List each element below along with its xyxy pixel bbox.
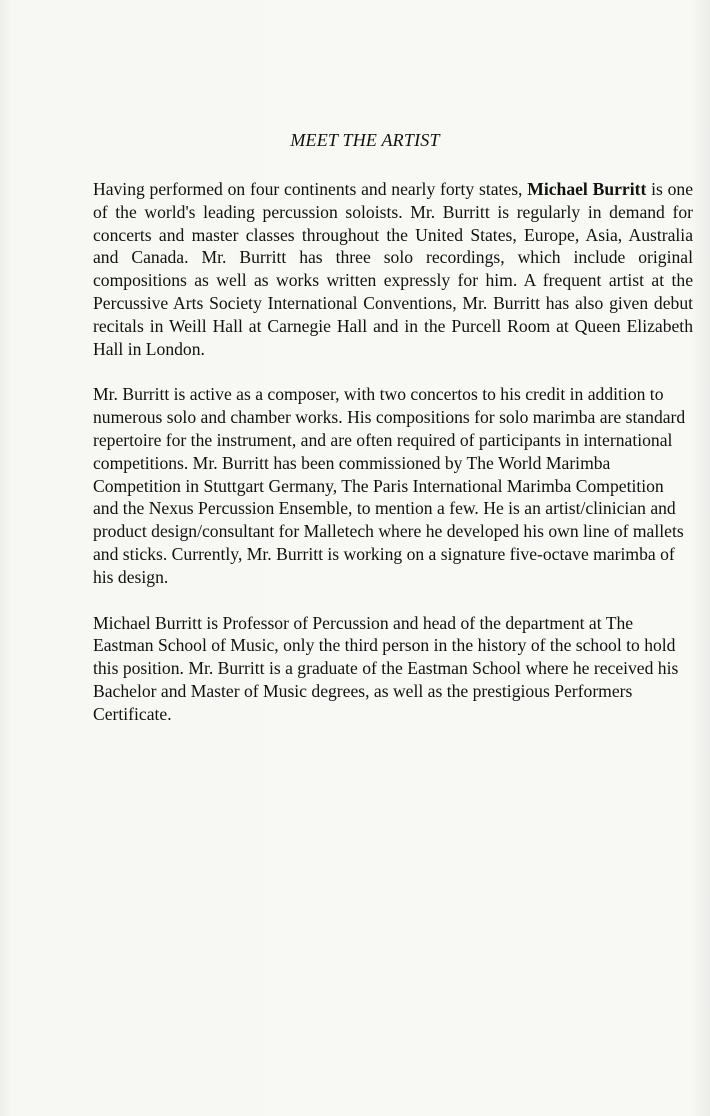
artist-bio — [93, 178, 693, 749]
bio-paragraph-2: Mr. Burritt is active as a composer, with two concertos to his credit in addition to numerous solo and chamber works. His compositions for solo marimba are standard repertoire for the instrument, and are often required of participants in international competitions. Mr. Burritt has been commissioned by The World Marimba Competition in Stuttgart Germany, The Paris International Marimba Competition and the Nexus Percussion Ensemble, to mention a few. He is an artist/clinician and product design/consultant for Malletech where he developed his own line of mallets and sticks. Currently, Mr. Burritt is working on a signature five-octave marimba of his design. — [93, 384, 686, 587]
artist-name: Michael Burritt — [527, 179, 647, 199]
page-title: MEET THE ARTIST — [290, 130, 440, 150]
bio-paragraph-1-rest: is one of the world's leading percussion soloists. Mr. Burritt is regularly in demand for concerts and master classes throughout the United States, Europe, Asia, Australia and Canada. Mr. Burritt has three solo recordings, which include original compositions as well as works written expressly for him. A frequent artist at the Percussive Arts Society International Conventions, Mr. Burritt has also given debut recitals in Weill Hall at Carnegie Hall and in the Purcell Room at Queen Elizabeth Hall in London. — [93, 179, 693, 359]
bio-paragraph-3: Michael Burritt is Professor of Percussion and head of the department at The Eastman School of Music, only the third person in the history of the school to hold this position. Mr. Burritt is a graduate of the Eastman School where he received his Bachelor and Master of Music degrees, as well as the prestigious Performers Certificate. — [93, 612, 679, 724]
bio-paragraph-1-lead: Having performed on four continents and nearly forty states, — [93, 179, 528, 199]
bio-paragraph-1 — [93, 178, 693, 360]
